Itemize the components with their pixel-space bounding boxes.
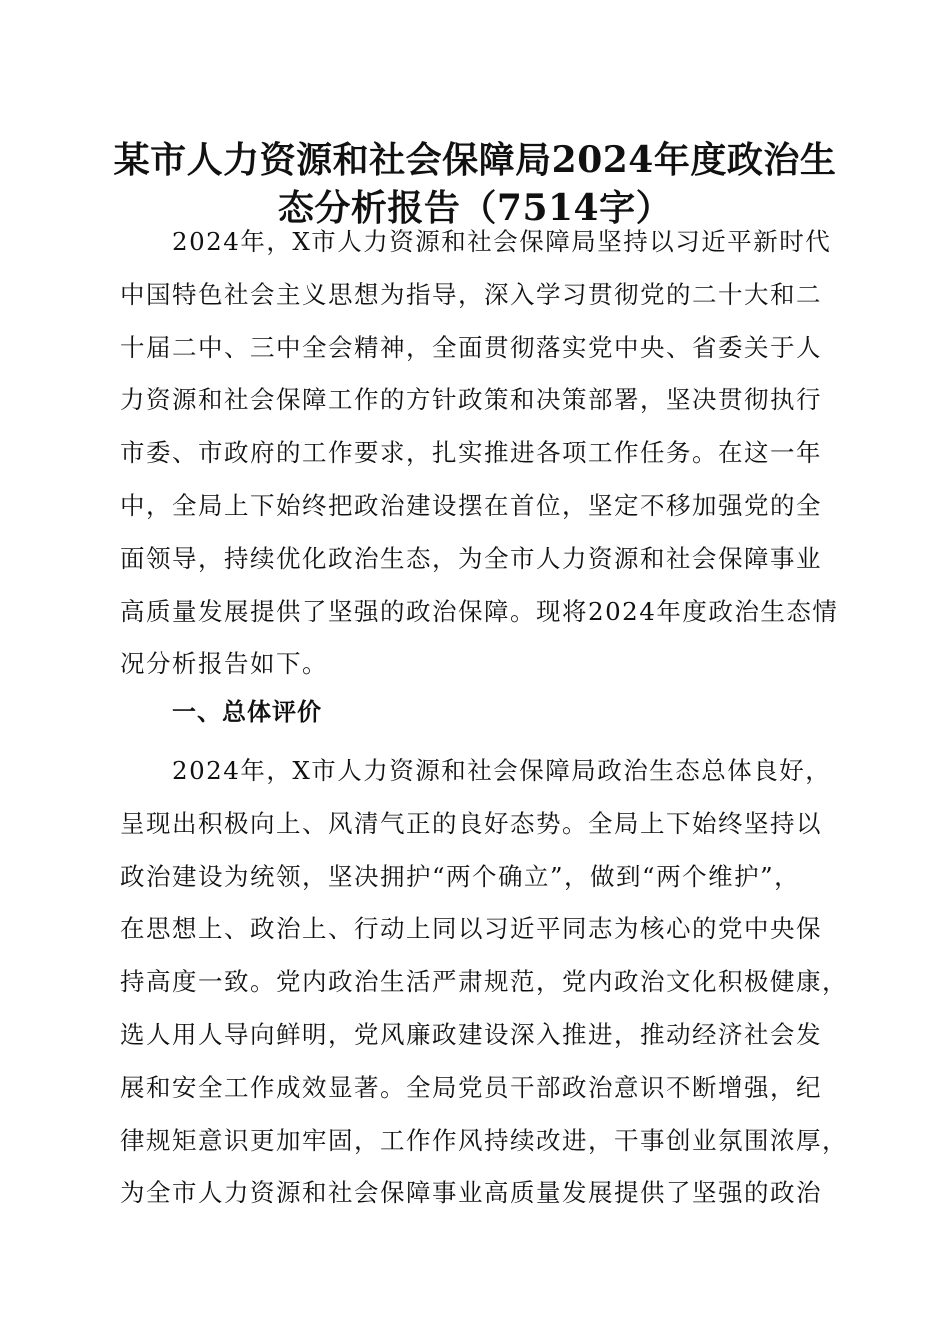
text-line: 市委、市政府的工作要求，扎实推进各项工作任务。在这一年 — [120, 438, 822, 468]
text-line: 2024年，X市人力资源和社会保障局坚持以习近平新时代 — [172, 227, 832, 256]
title-line-1: 某市人力资源和社会保障局2024年度政治生 — [113, 139, 837, 181]
text-line: 高质量发展提供了坚强的政治保障。现将2024年度政治生态情 — [120, 596, 839, 626]
section-heading: 一、总体评价 — [172, 698, 322, 726]
text-line: 选人用人导向鲜明，党风廉政建设深入推进，推动经济社会发 — [120, 1019, 822, 1049]
text-line: 十届二中、三中全会精神，全面贯彻落实党中央、省委关于人 — [120, 332, 822, 362]
text-line: 展和安全工作成效显著。全局党员干部政治意识不断增强，纪 — [120, 1072, 822, 1102]
section-paragraph — [120, 745, 848, 1220]
intro-paragraph — [120, 216, 839, 691]
text-line: 律规矩意识更加牢固，工作作风持续改进，干事创业氛围浓厚， — [120, 1125, 848, 1155]
text-line: 况分析报告如下。 — [120, 649, 328, 679]
text-line: 中，全局上下始终把政治建设摆在首位，坚定不移加强党的全 — [120, 490, 822, 520]
text-line: 面领导，持续优化政治生态，为全市人力资源和社会保障事业 — [120, 543, 822, 573]
text-line: 力资源和社会保障工作的方针政策和决策部署，坚决贯彻执行 — [120, 385, 822, 415]
text-line: 呈现出积极向上、风清气正的良好态势。全局上下始终坚持以 — [120, 808, 822, 838]
title-line-2: 态分析报告（7514字） — [277, 187, 673, 229]
text-line: 持高度一致。党内政治生活严肃规范，党内政治文化积极健康， — [120, 967, 848, 997]
text-line: 2024年，X市人力资源和社会保障局政治生态总体良好， — [172, 756, 832, 785]
text-line: 政治建设为统领，坚决拥护“两个确立”，做到“两个维护”， — [120, 861, 801, 891]
text-line: 为全市人力资源和社会保障事业高质量发展提供了坚强的政治 — [120, 1178, 822, 1208]
text-line: 在思想上、政治上、行动上同以习近平同志为核心的党中央保 — [120, 914, 822, 944]
text-line: 中国特色社会主义思想为指导，深入学习贯彻党的二十大和二 — [120, 279, 822, 309]
